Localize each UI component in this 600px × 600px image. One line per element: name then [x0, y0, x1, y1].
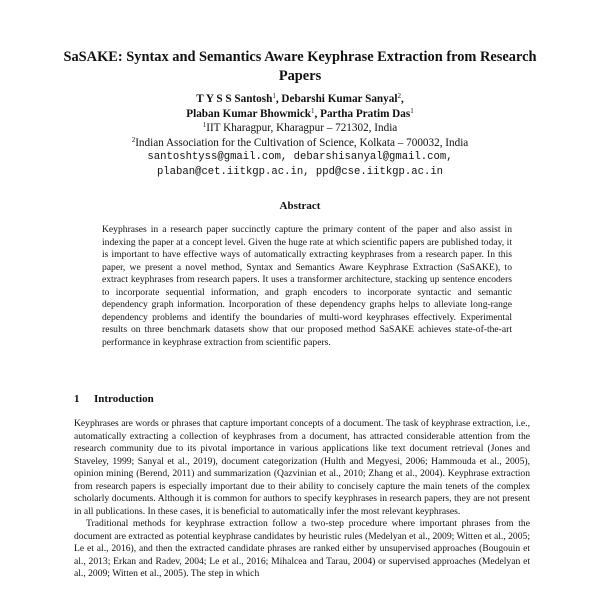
author-sup: 1 [272, 92, 276, 100]
section-body [74, 418, 530, 581]
author-sup: 1 [410, 106, 414, 115]
author-name: Plaban Kumar Bhowmick [186, 107, 312, 120]
author-sep: , [314, 107, 321, 120]
affiliation-sup: 2 [131, 135, 136, 144]
abstract-heading: Abstract [279, 200, 321, 212]
section-number: 1 [74, 393, 80, 405]
affiliation-2 [60, 136, 540, 151]
section-heading [74, 393, 154, 405]
body-paragraph: Keyphrases are words or phrases that capture important concepts of a document. The task of keyphrase extraction, i.e., automatically extracting a collection of keyphrases from a document, has attracted considerable attention from the research community due to its pivotal importance in various applications like text document retrieval (Jones and Staveley, 1999; Sanyal et al., 2019), document categorization (Hulth and Megyesi, 2006; Hammouda et al., 2005), opinion mining (Berend, 2011) and summarization (Qazvinian et al., 2010; Zhang et al., 2004). Keyphrase extraction from research papers is especially important due to their ability to concisely capture the main tenets of the complex scholarly documents. Although it is common for authors to specify keyphrases in research papers, they are not present in all publications. In these cases, it is beneficial to automatically infer the most relevant keyphrases. [74, 418, 530, 517]
paper-title: SaSAKE: Syntax and Semantics Aware Keyphrase Extraction from Research Papers [63, 49, 537, 84]
author-name: T Y S S Santosh [196, 93, 273, 105]
author-sep: , [275, 93, 282, 105]
author-name: Debarshi Kumar Sanyal [281, 93, 398, 105]
email-line-1[interactable]: santoshtyss@gmail.com, debarshisanyal@gmail.com, [147, 151, 453, 164]
body-paragraph: Traditional methods for keyphrase extraction follow a two-step procedure where important phrases from the document are extracted as potential keyphrase candidates by heuristic rules (Medelyan et al., 2009; Witten et al., 2005; Le et al., 2016), and then the extracted candidate phrases are ranked either by unsupervised approaches (Bougouin et al., 2013; Erkan and Radev, 2004; Le et al., 2016; Mihalcea and Tarau, 2004) or supervised approaches (Medelyan et al., 2009; Witten et al., 2005). The step in which [74, 518, 530, 579]
email-line-2[interactable]: plaban@cet.iitkgp.ac.in, ppd@cse.iitkgp.ac.in [156, 165, 444, 178]
author-sup: 2 [397, 92, 401, 100]
author-name: Partha Pratim Das [320, 107, 411, 120]
author-line-1 [60, 92, 540, 107]
abstract-text: Keyphrases in a research paper succinctly capture the primary content of the paper and also assist in indexing the paper at a concept level. Given the huge rate at which scientific papers are published today, it is important to have effective ways of automatically extracting keyphrases from a research paper. In this paper, we present a novel method, Syntax and Semantics Aware Keyphrase Extraction (SaSAKE), to extract keyphrases from research papers. It uses a transformer architecture, stacking up sentence encoders to incorporate sequential information, and graph encoders to incorporate syntactic and semantic dependency graph information. Incorporation of these dependency graphs helps to alleviate long-range dependency problems and identify the boundaries of multi-word keyphrases effectively. Experimental results on three benchmark datasets show that our proposed method SaSAKE achieves state-of-the-art performance in keyphrase extraction from scientific papers. [102, 224, 512, 348]
author-sep: , [400, 93, 404, 105]
affiliation-sup: 1 [202, 121, 207, 130]
author-block [60, 92, 540, 180]
affiliation-text: IIT Kharagpur, Kharagpur – 721302, India [206, 122, 398, 135]
affiliation-text: Indian Association for the Cultivation of Science, Kolkata – 700032, India [135, 136, 469, 149]
author-line-2 [60, 107, 540, 122]
author-sup: 1 [311, 106, 315, 115]
section-title: Introduction [94, 393, 154, 405]
affiliation-1 [60, 121, 540, 136]
